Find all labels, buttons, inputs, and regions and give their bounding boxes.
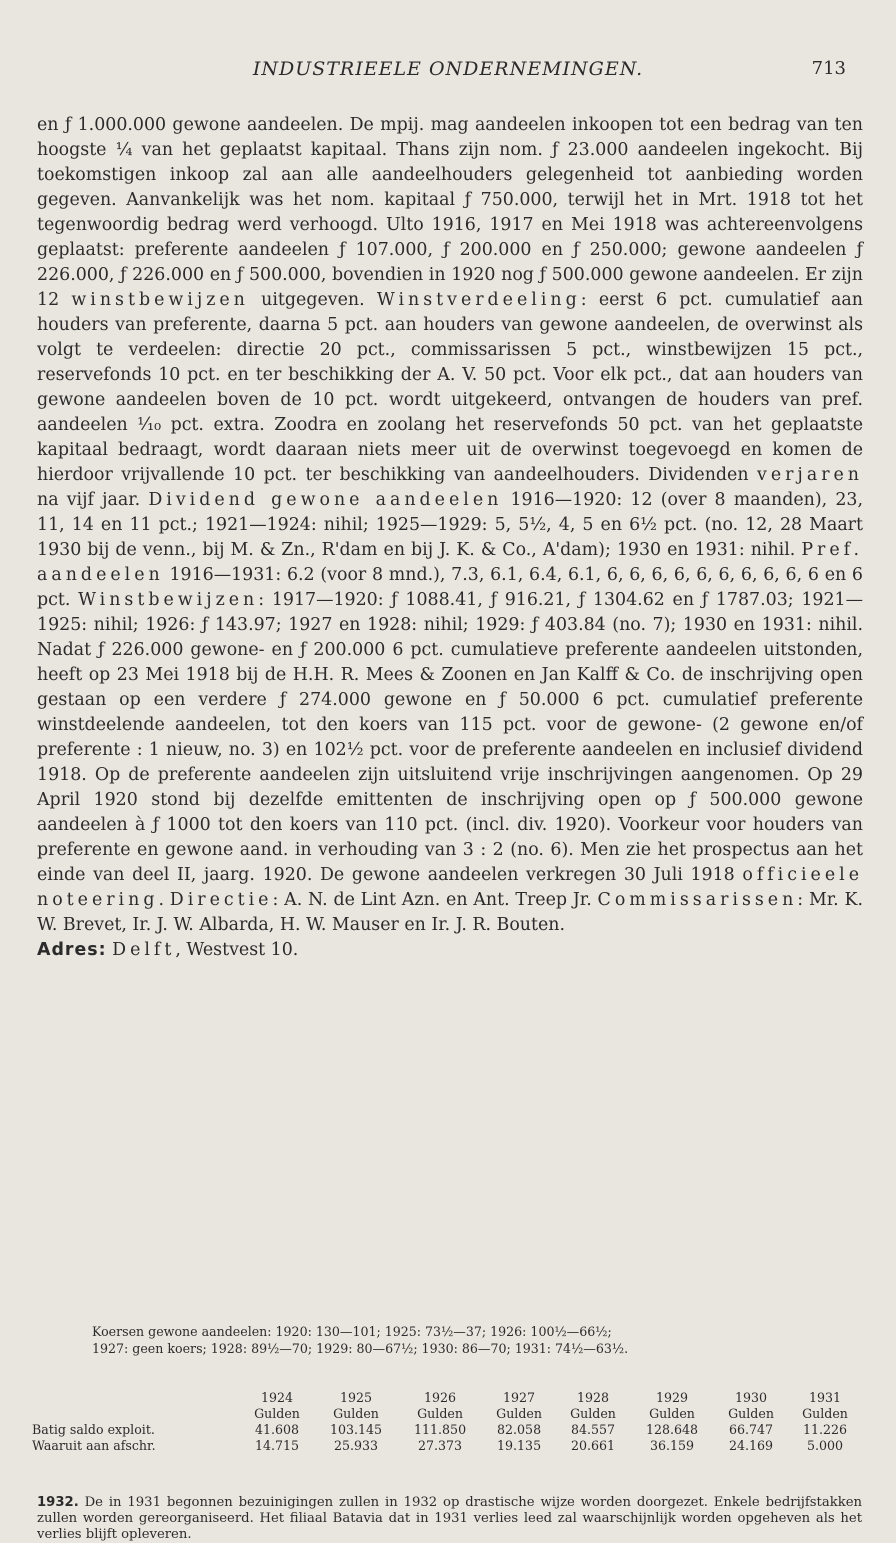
value-cell: 14.715 <box>254 1438 300 1453</box>
running-title: INDUSTRIEELE ONDERNEMINGEN. <box>252 58 644 80</box>
text-segment: en ƒ 1.000.000 gewone aandeelen. De mpij. mag aandeelen inkoopen tot een bedrag van ten hoogste ¼ van het geplaatst kapitaal. Thans zijn nom. ƒ 23.000 aandeelen ingekocht. Bij toekomstigen inkoop zal aan alle aandeelhouders gelegenheid tot aanbieding worden gegeven. Aanvankelijk was het nom. kapitaal ƒ 750.000, terwijl het in Mrt. 1918 tot het tegenwoordig bedrag werd verhoogd. Ulto 1916, 1917 en Mei 1918 was achtereenvolgens geplaatst: preferente aandeelen ƒ 107.000, ƒ 200.000 en ƒ 250.000; gewone aandeelen ƒ 226.000, ƒ 226.000 en ƒ 500.000, bovendien in 1920 nog ƒ 500.000 gewone aandeelen. Er zijn 12 <box>37 115 863 310</box>
table-corner <box>32 1390 240 1406</box>
share-prices-line-2: 1927: geen koers; 1928: 89½—70; 1929: 80—67½; 1930: 86—70; 1931: 74½—63½. <box>92 1341 629 1356</box>
year-cell: 1928 <box>576 1390 610 1405</box>
page-header <box>0 58 896 88</box>
note-paragraph <box>37 1495 862 1543</box>
spaced-term-winstverdeeling: Winstverdeeling <box>376 290 581 310</box>
spaced-term-winstbewijzen: winstbewijzen <box>71 290 249 310</box>
value-cell: 25.933 <box>333 1438 379 1453</box>
text-segment: : eerst 6 pct. cumulatief aan houders van preferente, daarna 5 pct. aan houders van gewone aandeelen, de overwinst als volgt te verdeelen: directie 20 pct., commissarissen 5 pct., winstbewijzen 15 pct., reservefonds 10 pct. en ter beschikking der A. V. 50 pct. Voor elk pct., dat aan houders van gewone aandeelen boven de 10 pct. wordt uitgekeerd, ontvangen de houders van pref. aandeelen ¹⁄₁₀ pct. extra. Zoodra en zoolang het reservefonds 50 pct. van het geplaatste kapitaal bedraagt, wordt daaraan niets meer uit de overwinst toegevoegd en komen de hierdoor vrijvallende 10 pct. ter beschikking van aandeelhouders. Dividenden <box>37 290 863 485</box>
unit-cell: Gulden <box>254 1406 300 1421</box>
address-line <box>37 938 863 963</box>
text-segment: uitgegeven. <box>248 290 377 310</box>
row-label: Waaruit aan afschr. <box>32 1438 156 1453</box>
text-segment: : A. N. de Lint Azn. en Ant. Treep Jr. <box>272 890 598 910</box>
text-segment: 1916—1931: 6.2 (voor 8 mnd.), 7.3, 6.1, 6.4, 6.1, 6, 6, 6, 6, 6, 6, 6, 6, 6, 6 en 6 pct. <box>37 565 863 610</box>
page-number: 713 <box>811 58 846 79</box>
row-label: Batig saldo exploit. <box>32 1422 155 1437</box>
share-prices-line-1: Koersen gewone aandeelen: 1920: 130—101; 1925: 73½—37; 1926: 100½—66½; <box>92 1324 612 1339</box>
table-row <box>32 1438 862 1454</box>
spaced-term-officieele-noteering: officieele noteering <box>37 865 863 910</box>
value-cell: 19.135 <box>497 1438 542 1453</box>
text-segment: : 1917—1920: ƒ 1088.41, ƒ 916.21, ƒ 1304.62 en ƒ 1787.03; 1921—1925: nihil; 1926: ƒ 143.97; 1927 en 1928: nihil; 1929: ƒ 403.84 (no. 7); 1930 en 1931: nihil. Nadat ƒ 226.000 gewone- en ƒ 200.000 6 pct. cumulatieve preferente aandeelen uitstonden, heeft op 23 Mei 1918 bij de H.H. R. Mees & Zoonen en Jan Kalff & Co. de inschrijving open gestaan op een verdere ƒ 274.000 gewone en ƒ 50.000 6 pct. cumulatief preferente winstdeelende aandeelen, tot den koers van 115 pct. voor de gewone- (2 gewone en/of preferente : 1 nieuw, no. 3) en 102½ pct. voor de preferente aandeelen en inclusief dividend 1918. Op de preferente aandeelen zijn uitsluitend vrije inschrijvingen aangenomen. Op 29 April 1920 stond bij dezelfde emittenten de inschrijving open op ƒ 500.000 gewone aandeelen à ƒ 1000 tot den koers van 110 pct. (incl. div. 1920). Voorkeur voor houders van preferente en gewone aand. in verhouding van 3 : 2 (no. 6). Men zie het prospectus aan het einde van deel II, jaarg. 1920. De gewone aandeelen verkregen 30 Juli 1918 <box>37 590 863 885</box>
note-text: De in 1931 begonnen bezuinigingen zullen in 1932 op drastische wijze worden doorgezet. Enkele bedrijfstakken zullen worden gereorganiseerd. Het filiaal Batavia dat in 1931 verlies leed zal waarschijnlijk worden opgeheven als het verlies blijft opleveren. <box>37 1495 862 1542</box>
text-segment: 1916—1920: 12 (over 8 maanden), 23, 11, 14 en 11 pct.; 1921—1924: nihil; 1925—1929: 5, 5½, 4, 5 en 6½ pct. (no. 12, 28 Maart 1930 bij de venn., bij M. & Zn., R'dam en bij J. K. & Co., A'dam); 1930 en 1931: nihil. <box>37 490 863 560</box>
adres-street: , Westvest 10. <box>175 940 299 960</box>
unit-cell: Gulden <box>802 1406 848 1421</box>
year-cell: 1927 <box>503 1390 536 1405</box>
unit-cell: Gulden <box>728 1406 774 1421</box>
body-text <box>37 113 863 963</box>
spaced-term-dividend-gewone: Dividend gewone aandeelen <box>148 490 503 510</box>
year-cell: 1925 <box>339 1390 373 1405</box>
value-cell: 103.145 <box>329 1422 383 1437</box>
main-paragraph <box>37 113 863 938</box>
text-segment: . <box>158 890 170 910</box>
year-cell: 1924 <box>260 1390 293 1405</box>
value-cell: 128.648 <box>645 1422 699 1437</box>
adres-label: Adres: <box>37 940 107 960</box>
value-cell: 111.850 <box>414 1422 467 1437</box>
value-cell: 11.226 <box>802 1422 848 1437</box>
year-cell: 1930 <box>734 1390 768 1405</box>
share-prices <box>92 1323 812 1357</box>
spaced-term-pref-aandeelen: Pref. aandeelen <box>37 540 863 585</box>
table-header-units <box>32 1406 862 1422</box>
value-cell: 24.169 <box>728 1438 774 1453</box>
table-header-years <box>32 1390 862 1406</box>
table-corner <box>32 1406 240 1422</box>
text-segment: na vijf jaar. <box>37 490 149 510</box>
spaced-term-directie: Directie <box>169 890 273 910</box>
unit-cell: Gulden <box>496 1406 542 1421</box>
text-segment: : Mr. K. W. Brevet, Ir. J. W. Albarda, H. W. Mauser en Ir. J. R. Bouten. <box>37 890 864 935</box>
unit-cell: Gulden <box>333 1406 379 1421</box>
note-year: 1932. <box>37 1495 79 1510</box>
note-1932 <box>37 1495 862 1543</box>
value-cell: 82.058 <box>497 1422 542 1437</box>
adres-city: Delft <box>112 940 176 960</box>
spaced-term-winstbewijzen-2: Winstbewijzen <box>78 590 259 610</box>
value-cell: 66.747 <box>728 1422 774 1437</box>
year-cell: 1929 <box>655 1390 689 1405</box>
value-cell: 27.373 <box>418 1438 463 1453</box>
value-cell: 20.661 <box>570 1438 616 1453</box>
unit-cell: Gulden <box>649 1406 695 1421</box>
unit-cell: Gulden <box>417 1406 463 1421</box>
table-row <box>32 1422 862 1438</box>
value-cell: 36.159 <box>649 1438 695 1453</box>
value-cell: 41.608 <box>254 1422 300 1437</box>
value-cell: 84.557 <box>570 1422 616 1437</box>
unit-cell: Gulden <box>570 1406 616 1421</box>
year-cell: 1931 <box>808 1390 842 1405</box>
value-cell: 5.000 <box>806 1438 844 1453</box>
spaced-term-verjaren: verjaren <box>757 465 863 485</box>
results-table <box>32 1390 862 1454</box>
spaced-term-commissarissen: Commissarissen <box>597 890 798 910</box>
year-cell: 1926 <box>424 1390 457 1405</box>
